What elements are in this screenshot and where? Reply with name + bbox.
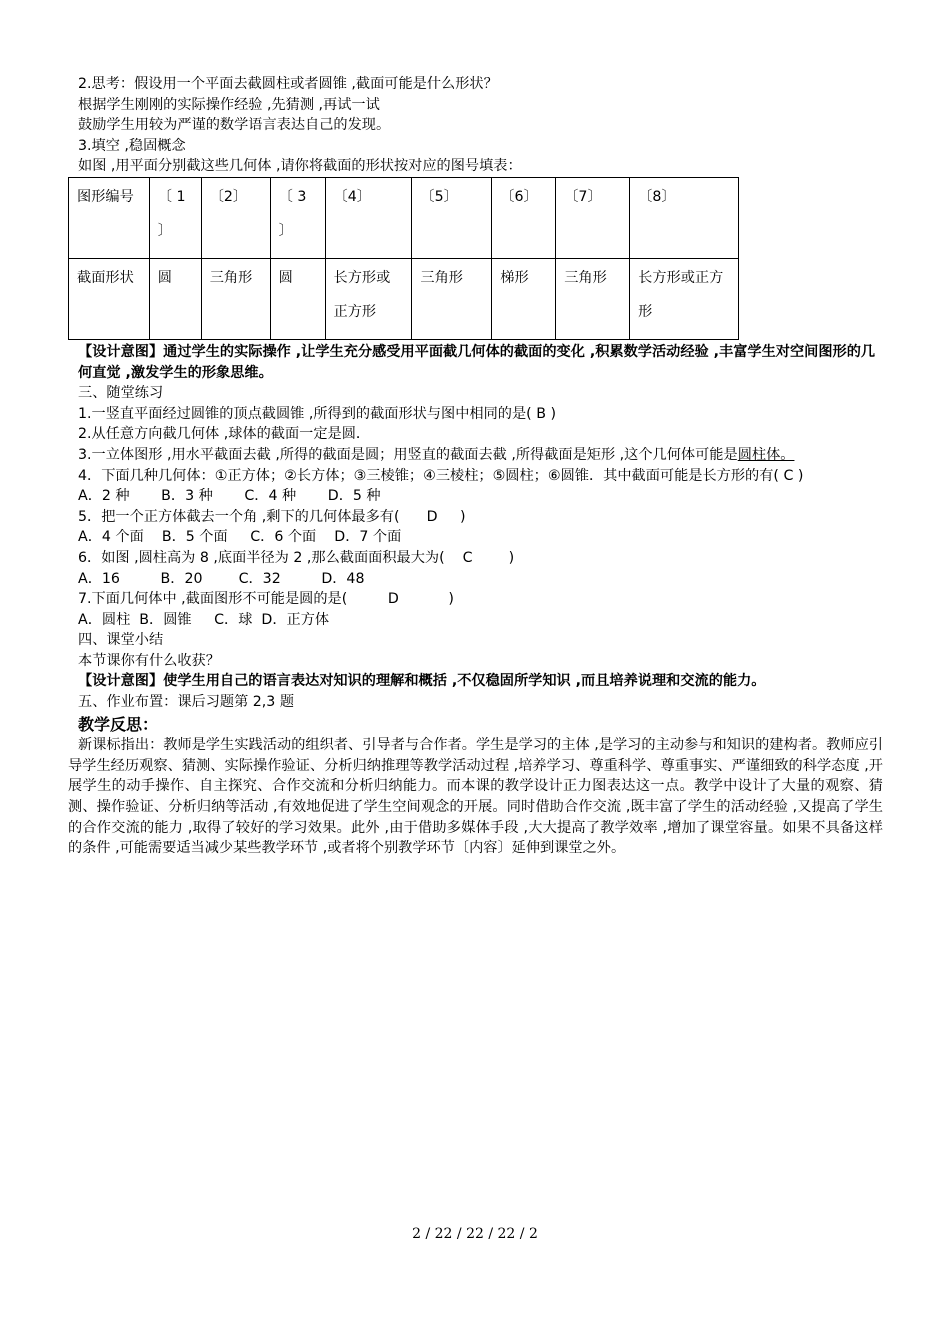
summary-question: 本节课你有什么收获？ — [78, 652, 220, 669]
reflection-body: 新课标指出：教师是学生实践活动的组织者、引导者与合作者。学生是学习的主体 ,是学习的主动参与和知识的建构者。教师应引导学生经历观察、猜测、实际操作验证、分析归纳推理等教学活动过程 ,培养学习、尊重科学、尊重事实、严谨细致的科学态度 ,开展学生的动手操作、自主探究、合作交流和分析归纳能力。而本课的教学设计正力图表达这一点。教学中设计了大量的观察、猜测、操作验证、分析归纳等活动 ,有效地促进了学生空间观念的开展。同时借助合作交流 ,既丰富了学生的活动经验 ,又提高了学生的合作交流的能力 ,取得了较好的学习效果。此外 ,由于借助多媒体手段 ,大大提高了教学效率 ,增加了课堂容量。如果不具备这样的条件 ,可能需要适当减少某些教学环节 ,或者将个别教学环节〔内容〕延伸到课堂之外。 — [68, 737, 883, 857]
question-6: 6．如图 ,圆柱高为 8 ,底面半径为 2 ,那么截面面积最大为( C ) — [78, 549, 515, 566]
figure-number: 〔4〕 — [325, 177, 412, 258]
section-heading-practice: 三、随堂练习 — [78, 385, 164, 402]
figure-number: 〔2〕 — [201, 177, 270, 258]
encourage-line: 鼓励学生用较为严谨的数学语言表达自己的发现。 — [78, 117, 391, 134]
question-1: 1.一竖直平面经过圆锥的顶点截圆锥 ,所得到的截面形状与图中相同的是( B ) — [78, 405, 557, 422]
question-3-answer: 圆柱体。 — [737, 446, 795, 463]
figure-number: 〔5〕 — [412, 177, 492, 258]
row-header-shape: 截面形状 — [69, 258, 150, 339]
figure-number: 〔7〕 — [556, 177, 630, 258]
question-2: 2.从任意方向截几何体 ,球体的截面一定是圆． — [78, 426, 371, 443]
table-row — [69, 258, 739, 339]
guess-line: 根据学生刚刚的实际操作经验 ,先猜测 ,再试一试 — [78, 96, 380, 113]
question-3 — [68, 445, 883, 466]
question-4-options: A．2 种 B．3 种 C．4 种 D．5 种 — [78, 488, 381, 505]
section-heading-homework: 五、作业布置：课后习题第 2,3 题 — [78, 694, 295, 711]
think-line: 2.思考：假设用一个平面去截圆柱或者圆锥 ,截面可能是什么形状？ — [78, 76, 498, 92]
reflection-title: 教学反思： — [78, 714, 159, 734]
question-7-options: A．圆柱 B．圆锥 C．球 D．正方体 — [78, 611, 330, 628]
figure-number: 〔 1 〕 — [149, 177, 201, 258]
section-heading-summary: 四、课堂小结 — [78, 632, 164, 649]
section-shape: 三角形 — [556, 258, 630, 339]
row-header-number: 图形编号 — [69, 177, 150, 258]
document-page — [68, 74, 883, 859]
question-6-options: A．16 B．20 C．32 D．48 — [78, 570, 365, 587]
figure-number: 〔 3 〕 — [270, 177, 325, 258]
page-footer: 2 / 22 / 22 / 22 / 2 — [412, 1226, 538, 1242]
section-shape: 三角形 — [412, 258, 492, 339]
fill-heading: 3.填空 ,稳固概念 — [78, 137, 186, 154]
question-7: 7.下面几何体中 ,截面图形不可能是圆的是( D ) — [78, 591, 454, 608]
question-4: 4．下面几种几何体：①正方体；②长方体；③三棱锥；④三棱柱；⑤圆柱；⑥圆锥．其中截面可能是长方形的有( C ) — [78, 467, 804, 484]
section-shape: 梯形 — [492, 258, 556, 339]
question-5: 5．把一个正方体截去一个角 ,剩下的几何体最多有( D ) — [78, 508, 466, 525]
section-shape: 长方形或正方形 — [630, 258, 739, 339]
question-5-options: A．4 个面 B．5 个面 C．6 个面 D．7 个面 — [78, 529, 402, 546]
instruction-line: 如图 ,用平面分别截这些几何体 ,请你将截面的形状按对应的图号填表： — [78, 158, 522, 175]
section-shape: 三角形 — [201, 258, 270, 339]
table-row — [69, 177, 739, 258]
section-shape-table — [68, 177, 739, 340]
figure-number: 〔8〕 — [630, 177, 739, 258]
design-intent-2: 【设计意图】使学生用自己的语言表达对知识的理解和概括 ,不仅稳固所学知识 ,而且培养说理和交流的能力。 — [78, 673, 766, 690]
question-3-text: 3.一立体图形 ,用水平截面去截 ,所得的截面是圆；用竖直的截面去截 ,所得截面是矩形 ,这个几何体可能是 — [78, 446, 738, 463]
section-shape: 圆 — [149, 258, 201, 339]
section-shape: 圆 — [270, 258, 325, 339]
figure-number: 〔6〕 — [492, 177, 556, 258]
section-shape: 长方形或正方形 — [325, 258, 412, 339]
design-intent-1: 【设计意图】通过学生的实际操作 ,让学生充分感受用平面截几何体的截面的变化 ,积累数学活动经验 ,丰富学生对空间图形的几何直觉 ,激发学生的形象思维。 — [78, 343, 876, 381]
